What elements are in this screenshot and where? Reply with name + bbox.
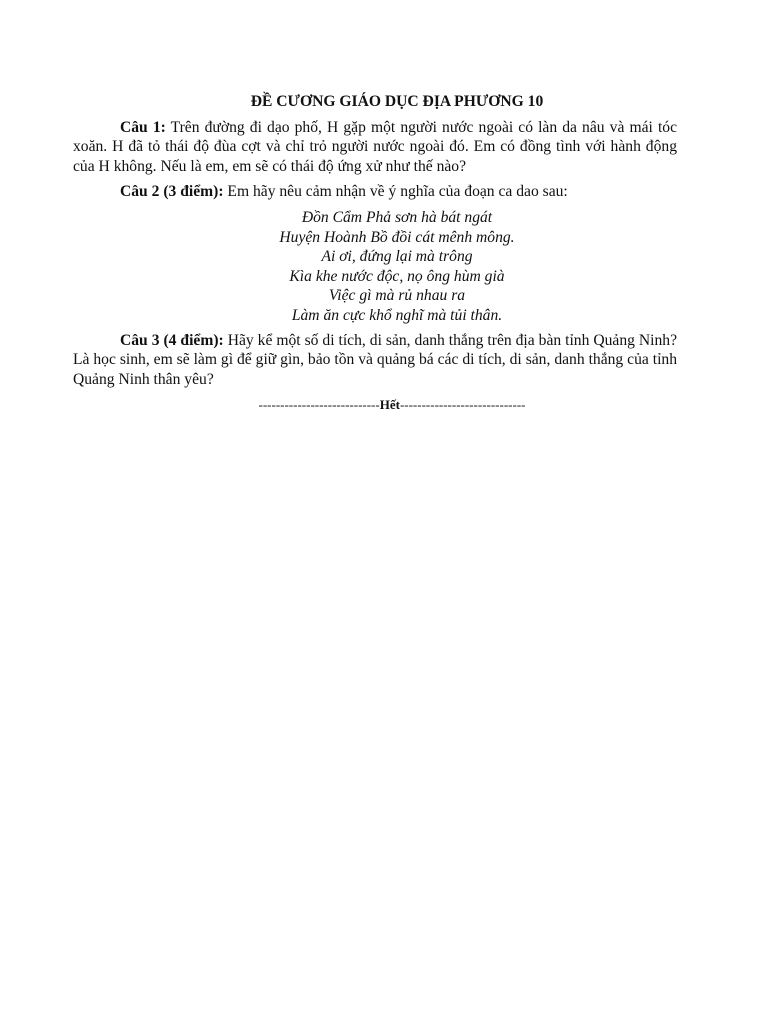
document-page xyxy=(73,92,677,415)
question-2-text: Em hãy nêu cảm nhận về ý nghĩa của đoạn ca dao sau: xyxy=(227,183,568,201)
question-1-text: Trên đường đi dạo phố, H gặp một người nước ngoài có làn da nâu và mái tóc xoăn. H đã tỏ thái độ đùa cợt và chỉ trỏ người nước ngoài đó. Em có đồng tình với hành động của H không. Nếu là em, em sẽ có thái độ ứng xử như thế nào? xyxy=(73,118,677,175)
question-3-text: Hãy kể một số di tích, di sản, danh thắng trên địa bàn tỉnh Quảng Ninh? Là học sinh, em sẽ làm gì để giữ gìn, bảo tồn và quảng bá các di tích, di sản, danh thắng của tỉnh Quảng Ninh thân yêu? xyxy=(73,331,678,388)
question-1 xyxy=(73,118,677,177)
poem-line: Huyện Hoành Bồ đồi cát mênh mông. xyxy=(279,228,515,246)
poem-line: Đồn Cẩm Phả sơn hà bát ngát xyxy=(301,208,493,226)
document-title: ĐỀ CƯƠNG GIÁO DỤC ĐỊA PHƯƠNG 10 xyxy=(250,93,544,110)
question-3-label: Câu 3 (4 điểm): xyxy=(120,331,224,349)
question-2-label: Câu 2 (3 điểm): xyxy=(120,183,224,201)
question-2 xyxy=(73,182,677,202)
question-3 xyxy=(73,331,677,390)
poem-line: Làm ăn cực khổ nghĩ mà tủi thân. xyxy=(291,306,503,324)
end-left-dashes: ---------------------------- xyxy=(258,397,380,413)
end-label: Hết xyxy=(379,397,400,413)
poem-line: Kìa khe nước độc, nọ ông hùm già xyxy=(289,267,505,285)
folk-poem xyxy=(73,208,677,326)
poem-line: Việc gì mà rủ nhau ra xyxy=(328,287,466,305)
end-right-dashes: ----------------------------- xyxy=(399,397,526,413)
question-1-label: Câu 1: xyxy=(120,118,166,136)
poem-line: Ai ơi, đứng lại mà trông xyxy=(321,248,473,266)
end-marker xyxy=(73,395,677,415)
